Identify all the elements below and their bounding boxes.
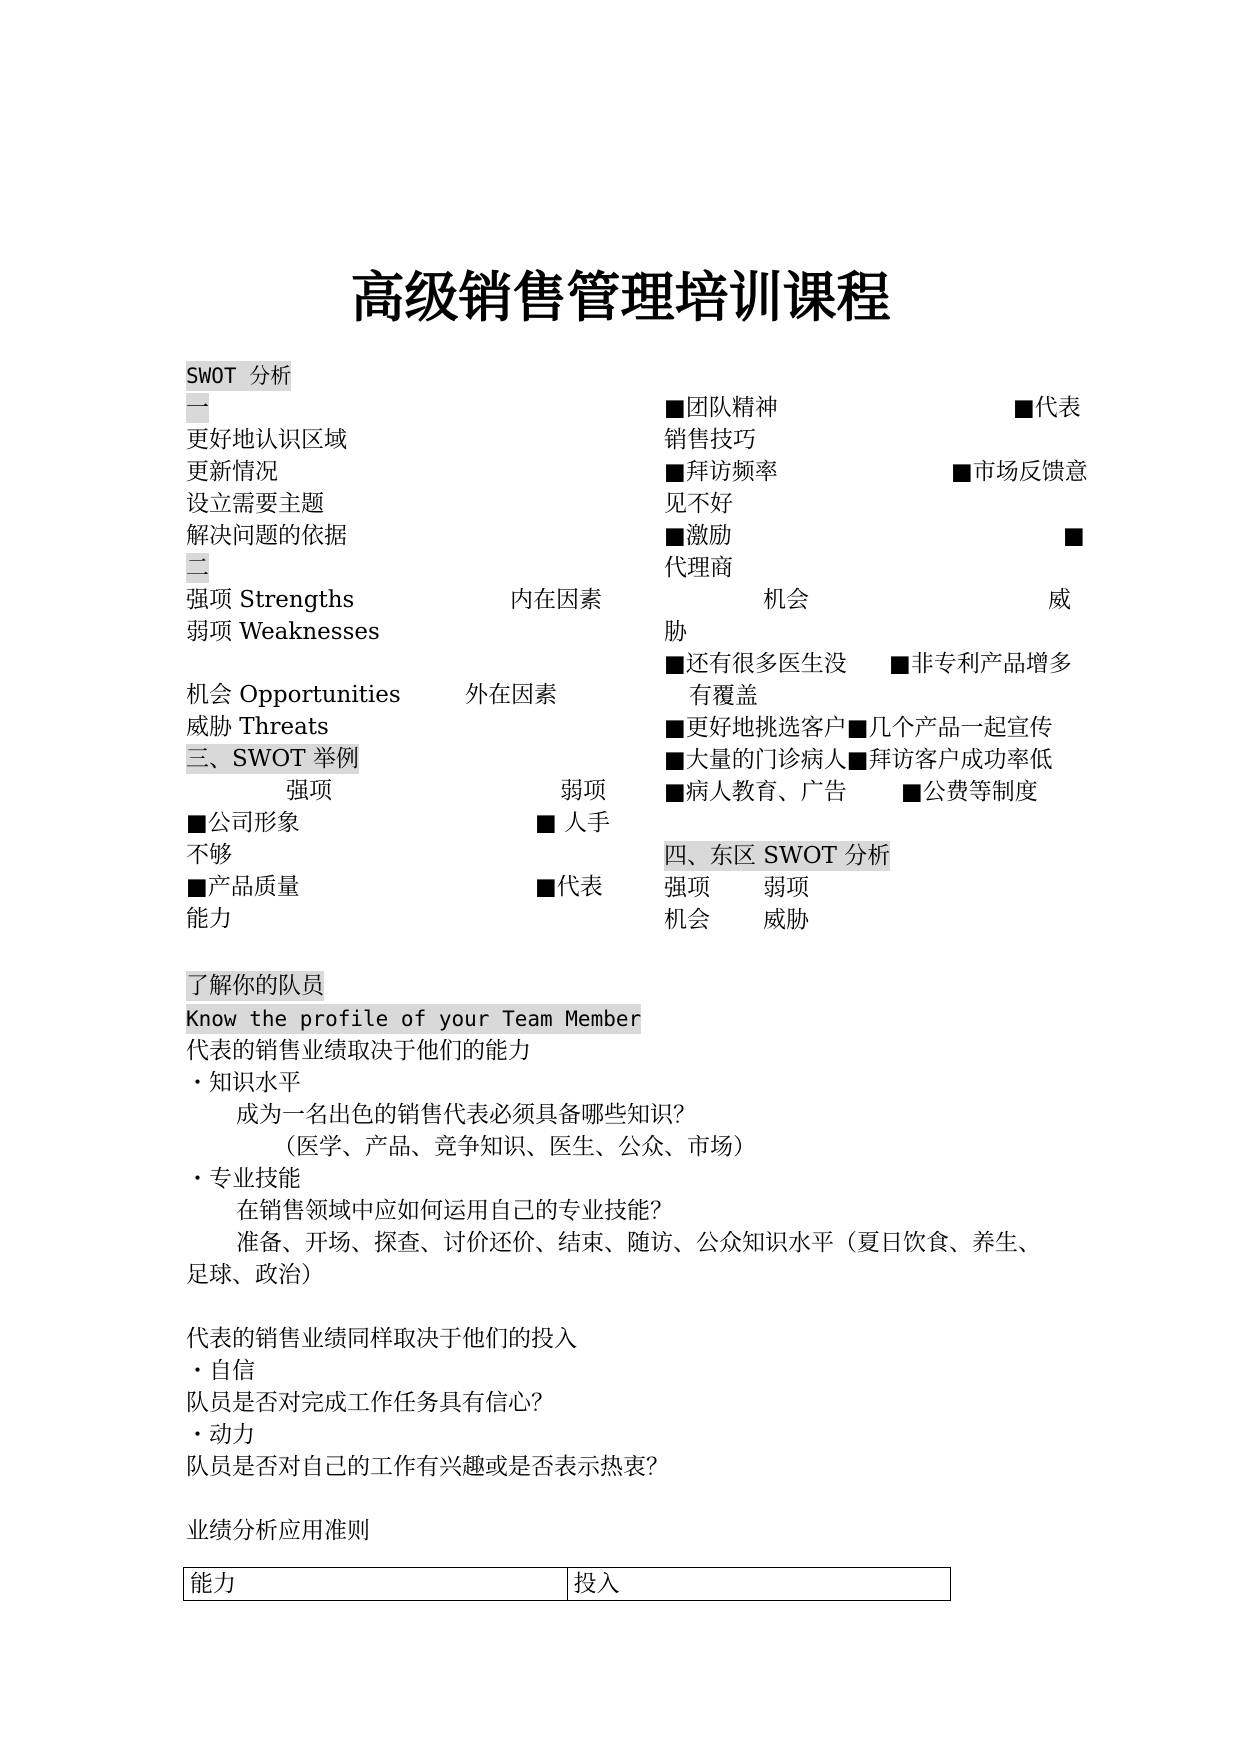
team-paragraph: 代表的销售业绩取决于他们的能力: [186, 1038, 531, 1064]
section-one-item: 设立需要主题: [186, 491, 324, 517]
team-question: 队员是否对完成工作任务具有信心？: [186, 1390, 554, 1416]
threat-header-wrap: 胁: [664, 619, 687, 645]
weakness-item-right: ■市场反馈意: [951, 459, 1088, 485]
east-threat: 威胁: [763, 907, 809, 933]
example-row-right: ■代表: [535, 874, 603, 900]
section-one-item: 解决问题的依据: [186, 523, 347, 549]
table-row: [184, 1568, 951, 1601]
team-question: 队员是否对自己的工作有兴趣或是否表示热衷？: [186, 1454, 669, 1480]
team-bullet: ・动力: [186, 1422, 255, 1448]
east-strength: 强项: [664, 875, 710, 901]
team-heading-en: [186, 1004, 641, 1034]
weakness-item-wrap: 代理商: [664, 555, 733, 581]
opportunity-label: 机会 Opportunities: [186, 682, 401, 708]
opportunity-item-wrap: 有覆盖: [689, 683, 758, 709]
example-strength-header: 强项: [286, 778, 332, 804]
section-one-item: 更好地认识区域: [186, 427, 347, 453]
criteria-ability-cell: 能力: [184, 1568, 568, 1601]
section-three-heading: 三、SWOT 举例: [186, 746, 359, 772]
team-paragraph: 代表的销售业绩同样取决于他们的投入: [186, 1326, 577, 1352]
team-question: 成为一名出色的销售代表必须具备哪些知识？: [236, 1102, 696, 1128]
section-one-item: 更新情况: [186, 459, 278, 485]
threat-item-right: ■公费等制度: [901, 779, 1038, 805]
document-title: 高级销售管理培训课程: [350, 265, 891, 329]
threat-label: 威胁 Threats: [186, 714, 329, 740]
team-answer-wrap: 足球、政治）: [186, 1262, 324, 1288]
weakness-item-right: ■: [1063, 523, 1085, 549]
section-one-number: 一: [186, 395, 209, 421]
weakness-item-left: ■拜访频率: [664, 459, 778, 485]
swot-heading: [186, 361, 291, 391]
east-weakness: 弱项: [763, 875, 809, 901]
strength-label: 强项 Strengths: [186, 587, 355, 613]
swot-heading-text: SWOT 分析: [186, 364, 292, 388]
threat-item-right: ■非专利产品增多: [889, 651, 1072, 677]
opportunity-item-left: ■还有很多医生没: [664, 651, 847, 677]
team-answer: （医学、产品、竞争知识、医生、公众、市场）: [273, 1134, 756, 1160]
opportunity-threat-row: ■更好地挑选客户■几个产品一起宣传: [664, 715, 1053, 741]
team-heading-cn: 了解你的队员: [186, 973, 324, 999]
example-weakness-header: 弱项: [560, 778, 606, 804]
weakness-item-wrap: 销售技巧: [664, 427, 756, 453]
example-row-wrap: 能力: [186, 906, 232, 932]
example-row-right: ■ 人手: [535, 810, 611, 836]
team-answer: 准备、开场、探查、讨价还价、结束、随访、公众知识水平（夏日饮食、养生、: [236, 1230, 1041, 1256]
example-row-left: ■公司形象: [186, 810, 300, 836]
criteria-commitment-cell: 投入: [567, 1568, 951, 1601]
threat-header-part: 威: [1048, 587, 1071, 613]
weakness-item-left: ■团队精神: [664, 395, 778, 421]
weakness-item-right: ■代表: [1013, 395, 1081, 421]
internal-factors-label: 内在因素: [510, 587, 602, 613]
criteria-table: [183, 1567, 951, 1601]
team-bullet: ・知识水平: [186, 1070, 301, 1096]
section-two-number: 二: [186, 555, 209, 581]
example-row-left: ■产品质量: [186, 874, 300, 900]
weakness-label: 弱项 Weaknesses: [186, 619, 380, 645]
section-four-heading: [664, 841, 890, 871]
team-bullet: ・自信: [186, 1358, 255, 1384]
weakness-item-left: ■激励: [664, 523, 732, 549]
opportunity-item-left: ■病人教育、广告: [664, 779, 847, 805]
team-heading-en-text: Know the profile of your Team Member: [186, 1007, 642, 1031]
section-four-heading-text: 四、东区 SWOT 分析: [664, 843, 891, 869]
east-opportunity: 机会: [664, 907, 710, 933]
opportunity-threat-row: ■大量的门诊病人■拜访客户成功率低: [664, 747, 1053, 773]
team-question: 在销售领域中应如何运用自己的专业技能？: [236, 1198, 673, 1224]
example-row-wrap: 不够: [186, 842, 232, 868]
weakness-item-wrap: 见不好: [664, 491, 733, 517]
opportunity-header: 机会: [763, 587, 809, 613]
team-bullet: ・专业技能: [186, 1166, 301, 1192]
criteria-heading: 业绩分析应用准则: [186, 1518, 370, 1544]
external-factors-label: 外在因素: [465, 682, 557, 708]
